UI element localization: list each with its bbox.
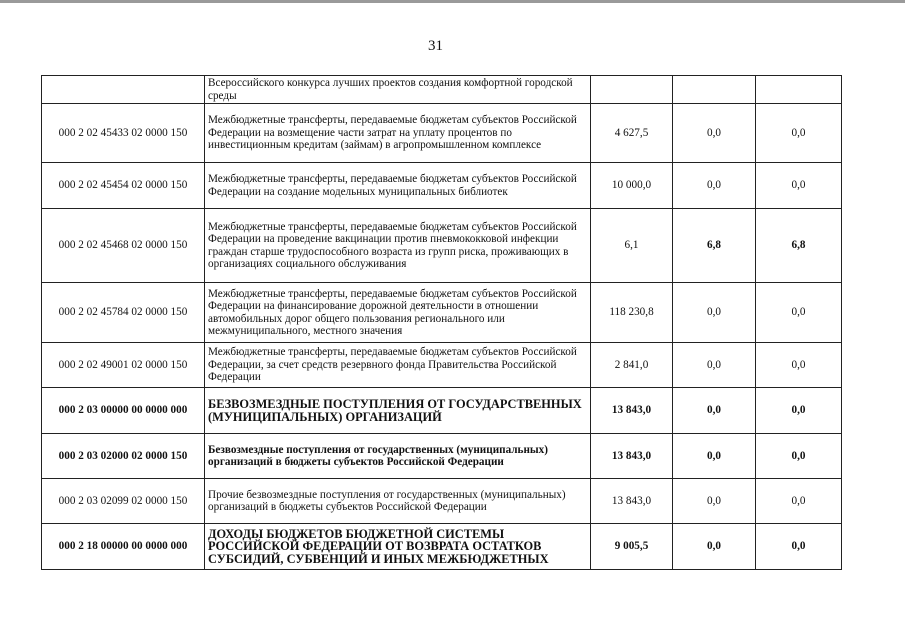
table-row bbox=[42, 434, 842, 479]
code-cell: 000 2 03 02099 02 0000 150 bbox=[42, 479, 205, 524]
code-cell: 000 2 02 45784 02 0000 150 bbox=[42, 283, 205, 343]
description-cell: Всероссийского конкурса лучших проектов создания комфортной городской среды bbox=[205, 76, 591, 104]
value-cell-2: 0,0 bbox=[673, 343, 756, 388]
value-cell-3: 0,0 bbox=[756, 434, 842, 479]
code-cell: 000 2 02 45433 02 0000 150 bbox=[42, 104, 205, 163]
code-cell: 000 2 03 02000 02 0000 150 bbox=[42, 434, 205, 479]
value-cell-3: 6,8 bbox=[756, 209, 842, 283]
code-cell: 000 2 02 45454 02 0000 150 bbox=[42, 163, 205, 209]
value-cell-1: 4 627,5 bbox=[591, 104, 673, 163]
value-cell-2 bbox=[673, 76, 756, 104]
value-cell-1 bbox=[591, 76, 673, 104]
value-cell-2: 0,0 bbox=[673, 104, 756, 163]
value-cell-3: 0,0 bbox=[756, 283, 842, 343]
table-row bbox=[42, 524, 842, 570]
value-cell-3: 0,0 bbox=[756, 479, 842, 524]
code-cell: 000 2 03 00000 00 0000 000 bbox=[42, 388, 205, 434]
description-cell: Межбюджетные трансферты, передаваемые бюджетам субъектов Российской Федерации на финансирование дорожной деятельности в отношении автомобильных дорог общего пользования регионального или межмуниципального, местного значения bbox=[205, 283, 591, 343]
value-cell-2: 0,0 bbox=[673, 388, 756, 434]
value-cell-1: 2 841,0 bbox=[591, 343, 673, 388]
value-cell-3: 0,0 bbox=[756, 163, 842, 209]
value-cell-1: 13 843,0 bbox=[591, 434, 673, 479]
value-cell-1: 13 843,0 bbox=[591, 479, 673, 524]
value-cell-2: 0,0 bbox=[673, 479, 756, 524]
value-cell-3: 0,0 bbox=[756, 388, 842, 434]
table-row bbox=[42, 283, 842, 343]
value-cell-2: 0,0 bbox=[673, 524, 756, 570]
description-cell: БЕЗВОЗМЕЗДНЫЕ ПОСТУПЛЕНИЯ ОТ ГОСУДАРСТВЕННЫХ (МУНИЦИПАЛЬНЫХ) ОРГАНИЗАЦИЙ bbox=[205, 388, 591, 434]
code-cell: 000 2 02 49001 02 0000 150 bbox=[42, 343, 205, 388]
value-cell-3: 0,0 bbox=[756, 104, 842, 163]
value-cell-1: 9 005,5 bbox=[591, 524, 673, 570]
budget-table bbox=[41, 75, 842, 570]
value-cell-3 bbox=[756, 76, 842, 104]
value-cell-1: 10 000,0 bbox=[591, 163, 673, 209]
value-cell-2: 0,0 bbox=[673, 434, 756, 479]
table-row bbox=[42, 163, 842, 209]
description-cell: Межбюджетные трансферты, передаваемые бюджетам субъектов Российской Федерации на создание модельных муниципальных библиотек bbox=[205, 163, 591, 209]
value-cell-1: 13 843,0 bbox=[591, 388, 673, 434]
description-cell: ДОХОДЫ БЮДЖЕТОВ БЮДЖЕТНОЙ СИСТЕМЫ РОССИЙСКОЙ ФЕДЕРАЦИИ ОТ ВОЗВРАТА ОСТАТКОВ СУБСИДИЙ, СУБВЕНЦИЙ И ИНЫХ МЕЖБЮДЖЕТНЫХ bbox=[205, 524, 591, 570]
table-row bbox=[42, 104, 842, 163]
value-cell-1: 6,1 bbox=[591, 209, 673, 283]
description-cell: Межбюджетные трансферты, передаваемые бюджетам субъектов Российской Федерации на проведение вакцинации против пневмококковой инфекции граждан старше трудоспособного возраста из групп риска, проживающих в организациях социального обслуживания bbox=[205, 209, 591, 283]
description-cell: Безвозмездные поступления от государственных (муниципальных) организаций в бюджеты субъектов Российской Федерации bbox=[205, 434, 591, 479]
page-number: 31 bbox=[428, 38, 443, 54]
value-cell-3: 0,0 bbox=[756, 524, 842, 570]
table-row bbox=[42, 209, 842, 283]
code-cell: 000 2 18 00000 00 0000 000 bbox=[42, 524, 205, 570]
description-cell: Прочие безвозмездные поступления от государственных (муниципальных) организаций в бюджеты субъектов Российской Федерации bbox=[205, 479, 591, 524]
value-cell-1: 118 230,8 bbox=[591, 283, 673, 343]
code-cell: 000 2 02 45468 02 0000 150 bbox=[42, 209, 205, 283]
value-cell-3: 0,0 bbox=[756, 343, 842, 388]
value-cell-2: 0,0 bbox=[673, 163, 756, 209]
top-border-line bbox=[0, 0, 905, 3]
value-cell-2: 0,0 bbox=[673, 283, 756, 343]
table-row bbox=[42, 388, 842, 434]
value-cell-2: 6,8 bbox=[673, 209, 756, 283]
description-cell: Межбюджетные трансферты, передаваемые бюджетам субъектов Российской Федерации на возмещение части затрат на уплату процентов по инвестиционным кредитам (займам) в агропромышленном комплексе bbox=[205, 104, 591, 163]
table-row bbox=[42, 479, 842, 524]
table-row bbox=[42, 76, 842, 104]
table-row bbox=[42, 343, 842, 388]
description-cell: Межбюджетные трансферты, передаваемые бюджетам субъектов Российской Федерации, за счет средств резервного фонда Правительства Российской Федерации bbox=[205, 343, 591, 388]
code-cell bbox=[42, 76, 205, 104]
